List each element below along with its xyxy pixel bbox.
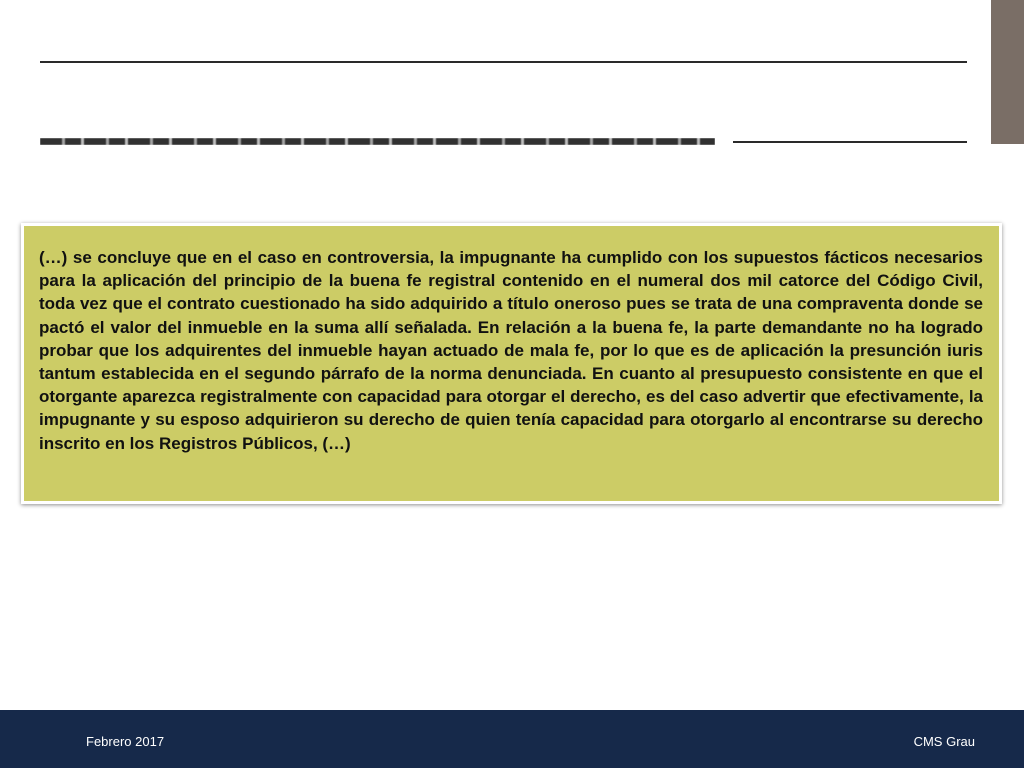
slide-title-clipped <box>40 138 715 145</box>
header-top-rule <box>40 61 967 63</box>
quote-box <box>21 223 1002 504</box>
footer-bar <box>0 710 1024 768</box>
title-text-fragment <box>40 138 715 145</box>
footer-date: Febrero 2017 <box>86 734 165 749</box>
title-underline-rule <box>733 141 967 143</box>
side-accent-tab <box>991 0 1024 144</box>
quote-text: (…) se concluye que en el caso en controversia, la impugnante ha cumplido con los supuestos fácticos necesarios para la aplicación del principio de la buena fe registral contenido en el numeral dos mil catorce del Código Civil, toda vez que el contrato cuestionado ha sido adquirido a título oneroso pues se trata de una compraventa donde se pactó el valor del inmueble en la suma allí señalada. En relación a la buena fe, la parte demandante no ha logrado probar que los adquirentes del inmueble hayan actuado de mala fe, por lo que es de aplicación la presunción iuris tantum establecida en el segundo párrafo de la norma denunciada. En cuanto al presupuesto consistente en que el otorgante aparezca registralmente con capacidad para otorgar el derecho, es del caso advertir que efectivamente, la impugnante y su esposo adquirieron su derecho de quien tenía capacidad para otorgarlo al encontrarse su derecho inscrito en los Registros Públicos, (…) <box>39 248 983 453</box>
footer-brand: CMS Grau <box>913 734 975 749</box>
